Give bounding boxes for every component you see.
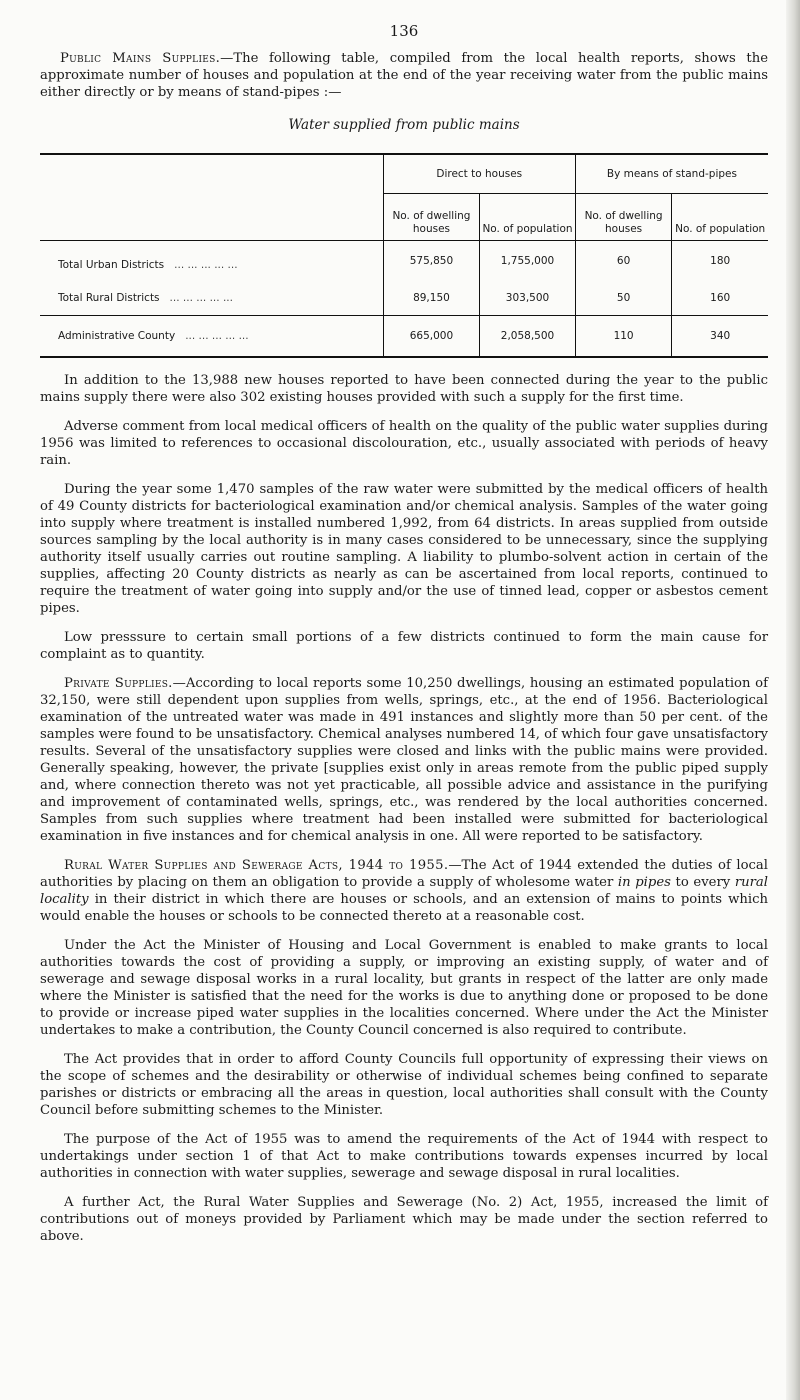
- intro-heading: Public Mains Supplies.: [60, 51, 221, 66]
- table-caption: Water supplied from public mains: [288, 117, 520, 133]
- intro-text: —The following table, compiled from the local health reports, shows the approximate number of houses and population at the end of the year receiving water from the public mains either directly or by means of stand-pipes :—: [40, 51, 768, 100]
- table-cell: 303,500: [480, 281, 576, 316]
- rural-acts-text-c: in their district in which there are houses or schools, and an extension of mains to points which would enable the houses or schools to be connected thereto at a reasonable cost.: [40, 892, 768, 924]
- paragraph-low-pressure: Low presssure to certain small portions of a few districts continued to form the main cause for complaint as to quantity.: [40, 630, 768, 662]
- table-cell: 89,150: [383, 281, 480, 316]
- water-supply-table: [40, 153, 768, 358]
- row-label: Total Rural Districts: [58, 292, 160, 304]
- leader-dots: ... ... ... ... ...: [185, 330, 249, 342]
- table-cell: 575,850: [383, 241, 480, 282]
- table-row: [40, 281, 768, 316]
- leader-dots: ... ... ... ... ...: [174, 259, 238, 271]
- group-header-standpipes: By means of stand-pipes: [575, 154, 768, 194]
- document-page: [40, 22, 768, 1257]
- table-group-header-row: [40, 154, 768, 194]
- sub-header-direct-population: No. of population: [480, 194, 576, 241]
- table-cell: 1,755,000: [480, 241, 576, 282]
- sub-header-direct-dwellings: No. of dwelling houses: [383, 194, 480, 241]
- table-cell: 665,000: [383, 316, 480, 358]
- paragraph-private-supplies: [40, 675, 768, 845]
- paragraph-county-councils: The Act provides that in order to afford County Councils full opportunity of expressing their views on the scope of schemes and the desirability or otherwise of individual schemes being confined to separate parishes or districts or embracing all the areas in question, local authorities shall consult with the County Council before submitting schemes to the Minister.: [40, 1052, 768, 1118]
- table-cell: 180: [672, 241, 768, 282]
- rural-acts-heading: Rural Water Supplies and Sewerage Acts, 1944 to 1955.: [64, 858, 449, 873]
- paragraph-new-houses: In addition to the 13,988 new houses reported to have been connected during the year to the public mains supply there were also 302 existing houses provided with such a supply for the first time.: [40, 373, 768, 405]
- page-edge-shadow: [786, 0, 800, 1400]
- paragraph-minister-grants: Under the Act the Minister of Housing and Local Government is enabled to make grants to local authorities towards the cost of providing a supply, or improving an existing supply, of water and of sewerage and sewage disposal works in a rural locality, but grants in respect of the latter are only made where the Minister is satisfied that the need for the works is due to anything done or proposed to be done to provide or increase piped water supplies in the localities concerned. Where under the Act the Minister undertakes to make a contribution, the County Council concerned is also required to contribute.: [40, 938, 768, 1038]
- row-label: Total Urban Districts: [58, 259, 165, 271]
- rural-acts-em-locality: rural locality: [40, 875, 769, 907]
- group-header-direct: Direct to houses: [383, 154, 575, 194]
- leader-dots: ... ... ... ... ...: [169, 292, 233, 304]
- table-row-total: [40, 316, 768, 358]
- table-cell: 340: [672, 316, 768, 358]
- table-cell: 160: [672, 281, 768, 316]
- rural-acts-text-a: —The Act of 1944 extended the duties of local authorities by placing on them an obligation to provide a supply of wholesome water: [40, 858, 768, 890]
- table-cell: 50: [575, 281, 672, 316]
- table-cell: 2,058,500: [480, 316, 576, 358]
- paragraph-sampling: During the year some 1,470 samples of the raw water were submitted by the medical officers of health of 49 County districts for bacteriological examination and/or chemical analysis. Samples of the water going into supply where treatment is installed numbered 1,992, from 64 districts. In areas supplied from outside sources sampling by the local authority is in many cases considered to be unnecessary, since the supplying authority itself usually carries out routine sampling. A liability to plumbo-solvent action in certain of the supplies, affecting 20 County districts as nearly as can be ascertained from local reports, continued to require the treatment of water going into supply and/or the use of tinned lead, copper or asbestos cement pipes.: [40, 482, 768, 616]
- page-number: 136: [389, 22, 419, 40]
- table-sub-header-row: [40, 194, 768, 241]
- table-cell: 60: [575, 241, 672, 282]
- paragraph-adverse-comment: Adverse comment from local medical officers of health on the quality of the public water supplies during 1956 was limited to references to occasional discolouration, etc., usually associated with periods of heavy rain.: [40, 419, 768, 468]
- paragraph-further-act: A further Act, the Rural Water Supplies and Sewerage (No. 2) Act, 1955, increased the limit of contributions out of moneys provided by Parliament which may be made under the section referred to above.: [40, 1195, 768, 1244]
- rural-acts-text-b: to every: [670, 875, 735, 890]
- private-supplies-heading: Private Supplies.: [64, 676, 173, 691]
- intro-paragraph: [40, 50, 768, 101]
- rural-acts-em-pipes: in pipes: [617, 875, 671, 890]
- row-label: Administrative County: [58, 330, 176, 342]
- paragraph-rural-acts: [40, 857, 768, 925]
- table-cell: 110: [575, 316, 672, 358]
- table-row: [40, 241, 768, 282]
- sub-header-standpipe-population: No. of population: [672, 194, 768, 241]
- sub-header-standpipe-dwellings: No. of dwelling houses: [575, 194, 672, 241]
- paragraph-act-1955: The purpose of the Act of 1955 was to amend the requirements of the Act of 1944 with respect to undertakings under section 1 of that Act to make contributions towards expenses incurred by local authorities in connection with water supplies, sewerage and sewage disposal in rural localities.: [40, 1132, 768, 1181]
- private-supplies-text: —According to local reports some 10,250 dwellings, housing an estimated population of 32,150, were still dependent upon supplies from wells, springs, etc., at the end of 1956. Bacteriological examination of the untreated water was made in 491 instances and slightly more than 50 per cent. of the samples were found to be unsatisfactory. Chemical analyses numbered 14, of which four gave unsatisfactory results. Several of the unsatisfactory supplies were closed and links with the public mains were provided. Generally speaking, however, the private [supplies exist only in areas remote from the public piped supply and, where connection thereto was not yet practicable, all possible advice and assistance in the purifying and improvement of contaminated wells, springs, etc., was rendered by the local authorities concerned. Samples from such supplies where treatment had been installed were submitted for bacteriological examination in five instances and for chemical analysis in one. All were reported to be satisfactory.: [40, 676, 768, 844]
